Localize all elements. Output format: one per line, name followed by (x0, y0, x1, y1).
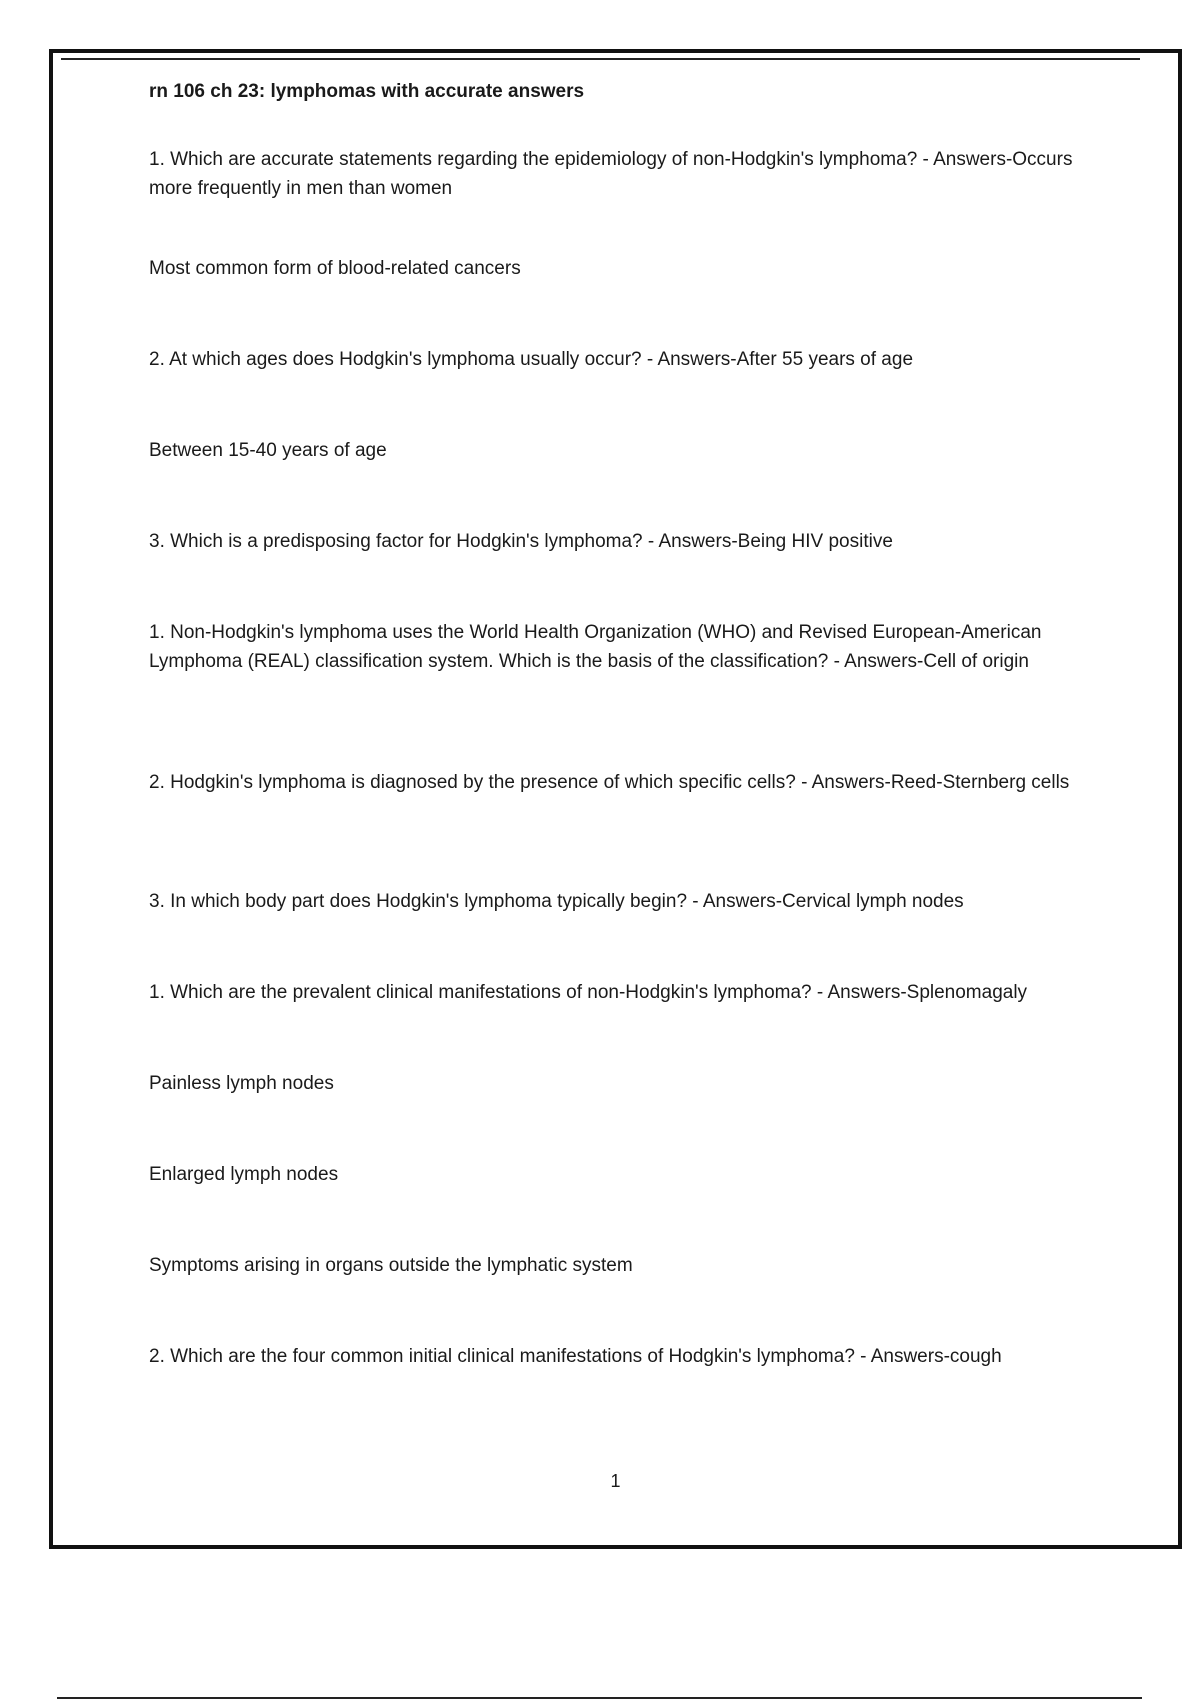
qa-entry-9: 1. Which are the prevalent clinical manifestations of non-Hodgkin's lymphoma? - Answers-Splenomagaly (149, 982, 1028, 1003)
qa-entry-4: Between 15-40 years of age (149, 440, 387, 461)
qa-entry-10: Painless lymph nodes (149, 1073, 334, 1094)
bottom-rule (57, 1697, 1142, 1699)
qa-entry-11: Enlarged lymph nodes (149, 1164, 339, 1185)
top-rule (61, 58, 1140, 60)
qa-entry-2: Most common form of blood-related cancers (149, 258, 521, 279)
qa-entry-12: Symptoms arising in organs outside the lymphatic system (149, 1255, 633, 1276)
qa-entry-8: 3. In which body part does Hodgkin's lymphoma typically begin? - Answers-Cervical lymph nodes (149, 891, 964, 912)
qa-entry-5: 3. Which is a predisposing factor for Hodgkin's lymphoma? - Answers-Being HIV positive (149, 531, 893, 552)
qa-entry-7: 2. Hodgkin's lymphoma is diagnosed by the presence of which specific cells? - Answers-Reed-Sternberg cells (149, 772, 1070, 793)
page-frame (49, 49, 1182, 1549)
qa-entry-3: 2. At which ages does Hodgkin's lymphoma usually occur? - Answers-After 55 years of age (149, 349, 914, 370)
qa-entry-6: 1. Non-Hodgkin's lymphoma uses the World Health Organization (WHO) and Revised European-American Lymphoma (REAL) classification system. Which is the basis of the classification? - Answers-Cell of origin (149, 622, 1042, 672)
document-title: rn 106 ch 23: lymphomas with accurate answers (149, 81, 585, 102)
page-number: 1 (610, 1471, 621, 1491)
qa-entry-1: 1. Which are accurate statements regarding the epidemiology of non-Hodgkin's lymphoma? - Answers-Occurs more frequently in men than women (149, 149, 1073, 199)
qa-entry-13: 2. Which are the four common initial clinical manifestations of Hodgkin's lymphoma? - Answers-cough (149, 1346, 1002, 1367)
